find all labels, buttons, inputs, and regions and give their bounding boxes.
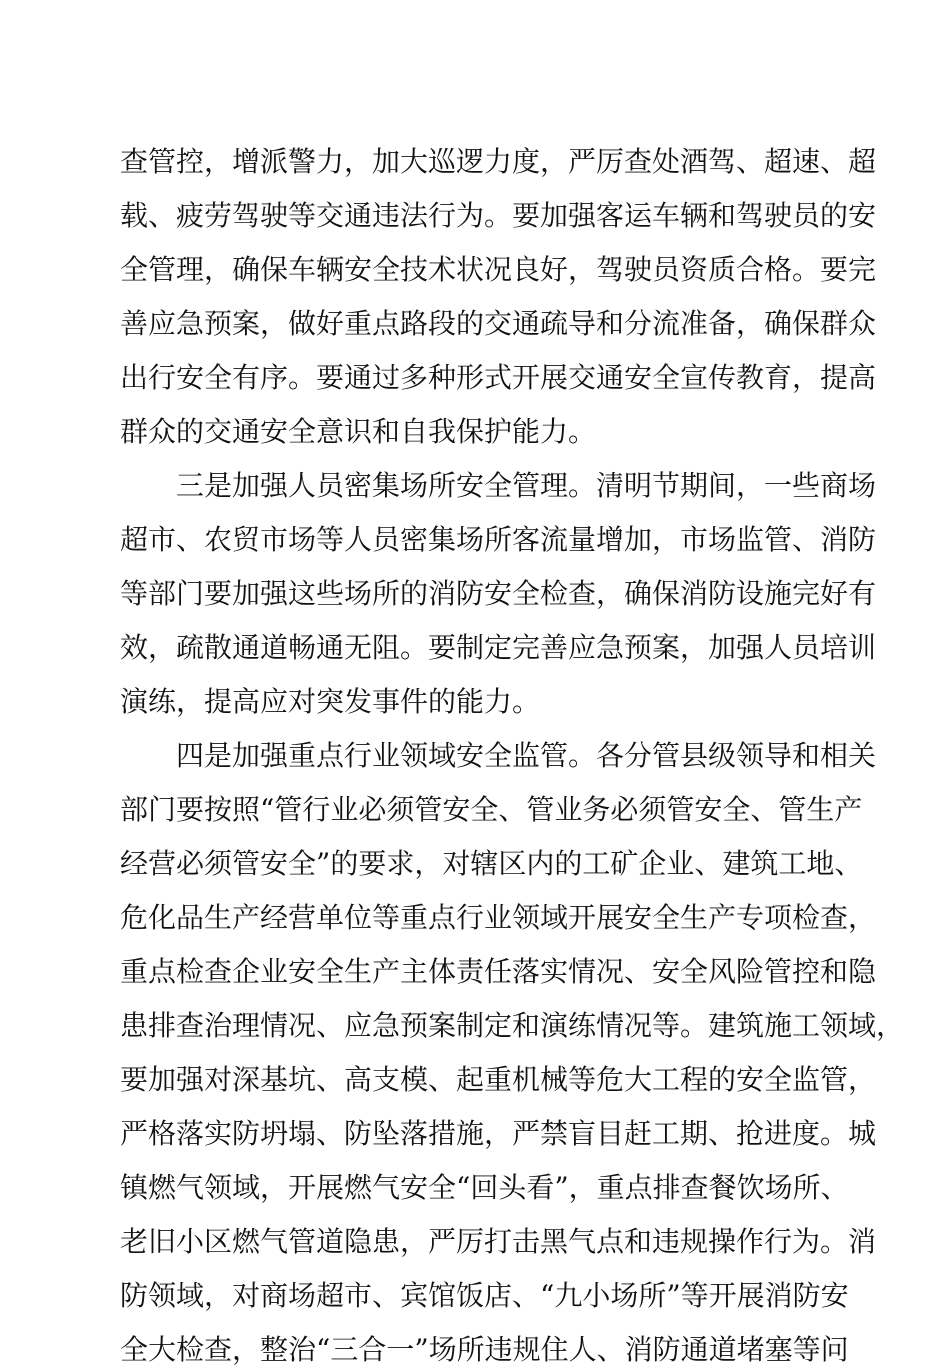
body-text-line: 重点检查企业安全生产主体责任落实情况、安全风险管控和隐: [120, 955, 877, 988]
body-text-line: 查管控，增派警力，加大巡逻力度，严厉查处酒驾、超速、超: [120, 145, 877, 178]
body-text-line: 超市、农贸市场等人员密集场所客流量增加，市场监管、消防: [120, 523, 877, 556]
body-text-line: 镇燃气领域，开展燃气安全“回头看”，重点排查餐饮场所、: [120, 1171, 849, 1204]
body-text-line: 善应急预案，做好重点路段的交通疏导和分流准备，确保群众: [120, 307, 877, 340]
body-text-line: 全管理，确保车辆安全技术状况良好，驾驶员资质合格。要完: [120, 253, 877, 286]
paragraph-heading-line: 四是加强重点行业领域安全监管。各分管县级领导和相关: [176, 739, 877, 772]
paragraph-heading-line: 三是加强人员密集场所安全管理。清明节期间，一些商场: [176, 469, 877, 502]
body-text-line: 群众的交通安全意识和自我保护能力。: [120, 415, 597, 448]
body-text-line: 出行安全有序。要通过多种形式开展交通安全宣传教育，提高: [120, 361, 877, 394]
body-text-line: 效，疏散通道畅通无阻。要制定完善应急预案，加强人员培训: [120, 631, 877, 664]
body-text-line: 危化品生产经营单位等重点行业领域开展安全生产专项检查，: [120, 901, 877, 934]
body-text-line: 要加强对深基坑、高支模、起重机械等危大工程的安全监管，: [120, 1063, 877, 1096]
body-text-line: 载、疲劳驾驶等交通违法行为。要加强客运车辆和驾驶员的安: [120, 199, 877, 232]
body-text-line: 老旧小区燃气管道隐患，严厉打击黑气点和违规操作行为。消: [120, 1225, 877, 1258]
body-text-line: 严格落实防坍塌、防坠落措施，严禁盲目赶工期、抢进度。城: [120, 1117, 877, 1150]
body-text-line: 等部门要加强这些场所的消防安全检查，确保消防设施完好有: [120, 577, 877, 610]
body-text-line: 全大检查，整治“三合一”场所违规住人、消防通道堵塞等问: [120, 1333, 849, 1366]
body-text-line: 部门要按照“管行业必须管安全、管业务必须管安全、管生产: [120, 793, 863, 826]
body-text-line: 防领域，对商场超市、宾馆饭店、“九小场所”等开展消防安: [120, 1279, 849, 1312]
body-text-line: 患排查治理情况、应急预案制定和演练情况等。建筑施工领域，: [120, 1009, 905, 1042]
body-text-line: 经营必须管安全”的要求，对辖区内的工矿企业、建筑工地、: [120, 847, 863, 880]
body-text-line: 演练，提高应对突发事件的能力。: [120, 685, 541, 718]
